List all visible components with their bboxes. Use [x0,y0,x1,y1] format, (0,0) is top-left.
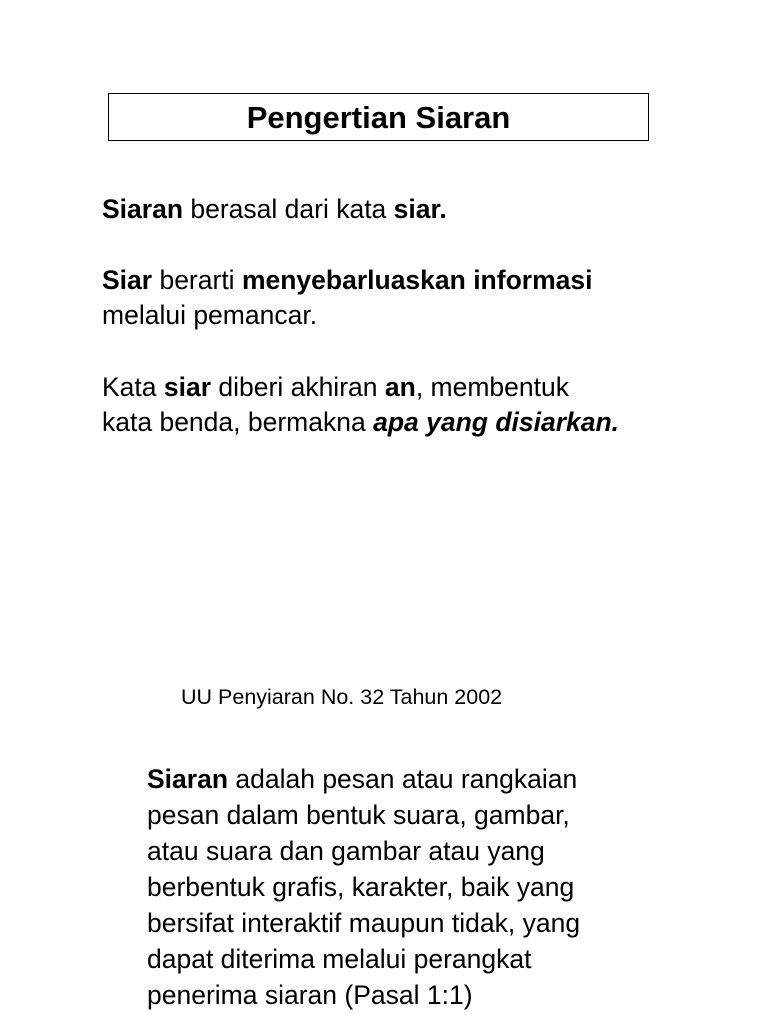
title-box [108,93,649,141]
paragraph-suffix-text1: Kata [102,372,164,402]
paragraph-suffix-text2: diberi akhiran [211,372,385,402]
paragraph-meaning [102,263,592,333]
paragraph-origin [102,192,447,227]
term-spread-information: menyebarluaskan informasi [241,265,593,295]
term-siaran: Siaran [102,194,184,224]
definition-line-6: dapat diterima melalui perangkat [147,944,532,974]
paragraph-meaning-text: berarti [152,265,242,295]
definition-line-7: penerima siaran (Pasal 1:1) [147,980,473,1010]
definition-term: Siaran [147,764,229,794]
term-an: an [384,372,416,402]
term-siar-3: siar [163,372,212,402]
definition-line-4: berbentuk grafis, karakter, baik yang [147,872,575,902]
paragraph-meaning-line2: melalui pemancar. [102,300,318,330]
term-siar: siar. [393,194,447,224]
definition-line-3: atau suara dan gambar atau yang [147,836,545,866]
definition-line-1 [147,761,707,797]
term-siar-2: Siar [102,265,153,295]
page-title: Pengertian Siaran [246,99,511,135]
definition-block [147,761,707,1013]
definition-line-5: bersifat interaktif maupun tidak, yang [147,908,581,938]
definition-line-1-text: adalah pesan atau rangkaian [228,764,578,794]
paragraph-suffix [102,370,619,440]
definition-line-2: pesan dalam bentuk suara, gambar, [147,800,570,830]
paragraph-origin-text: berasal dari kata [183,194,394,224]
paragraph-suffix-text3: , membentuk [415,372,569,402]
paragraph-suffix-line2: kata benda, bermakna [102,407,374,437]
term-what-is-broadcast: apa yang disiarkan. [373,407,620,437]
law-reference: UU Penyiaran No. 32 Tahun 2002 [181,685,503,709]
